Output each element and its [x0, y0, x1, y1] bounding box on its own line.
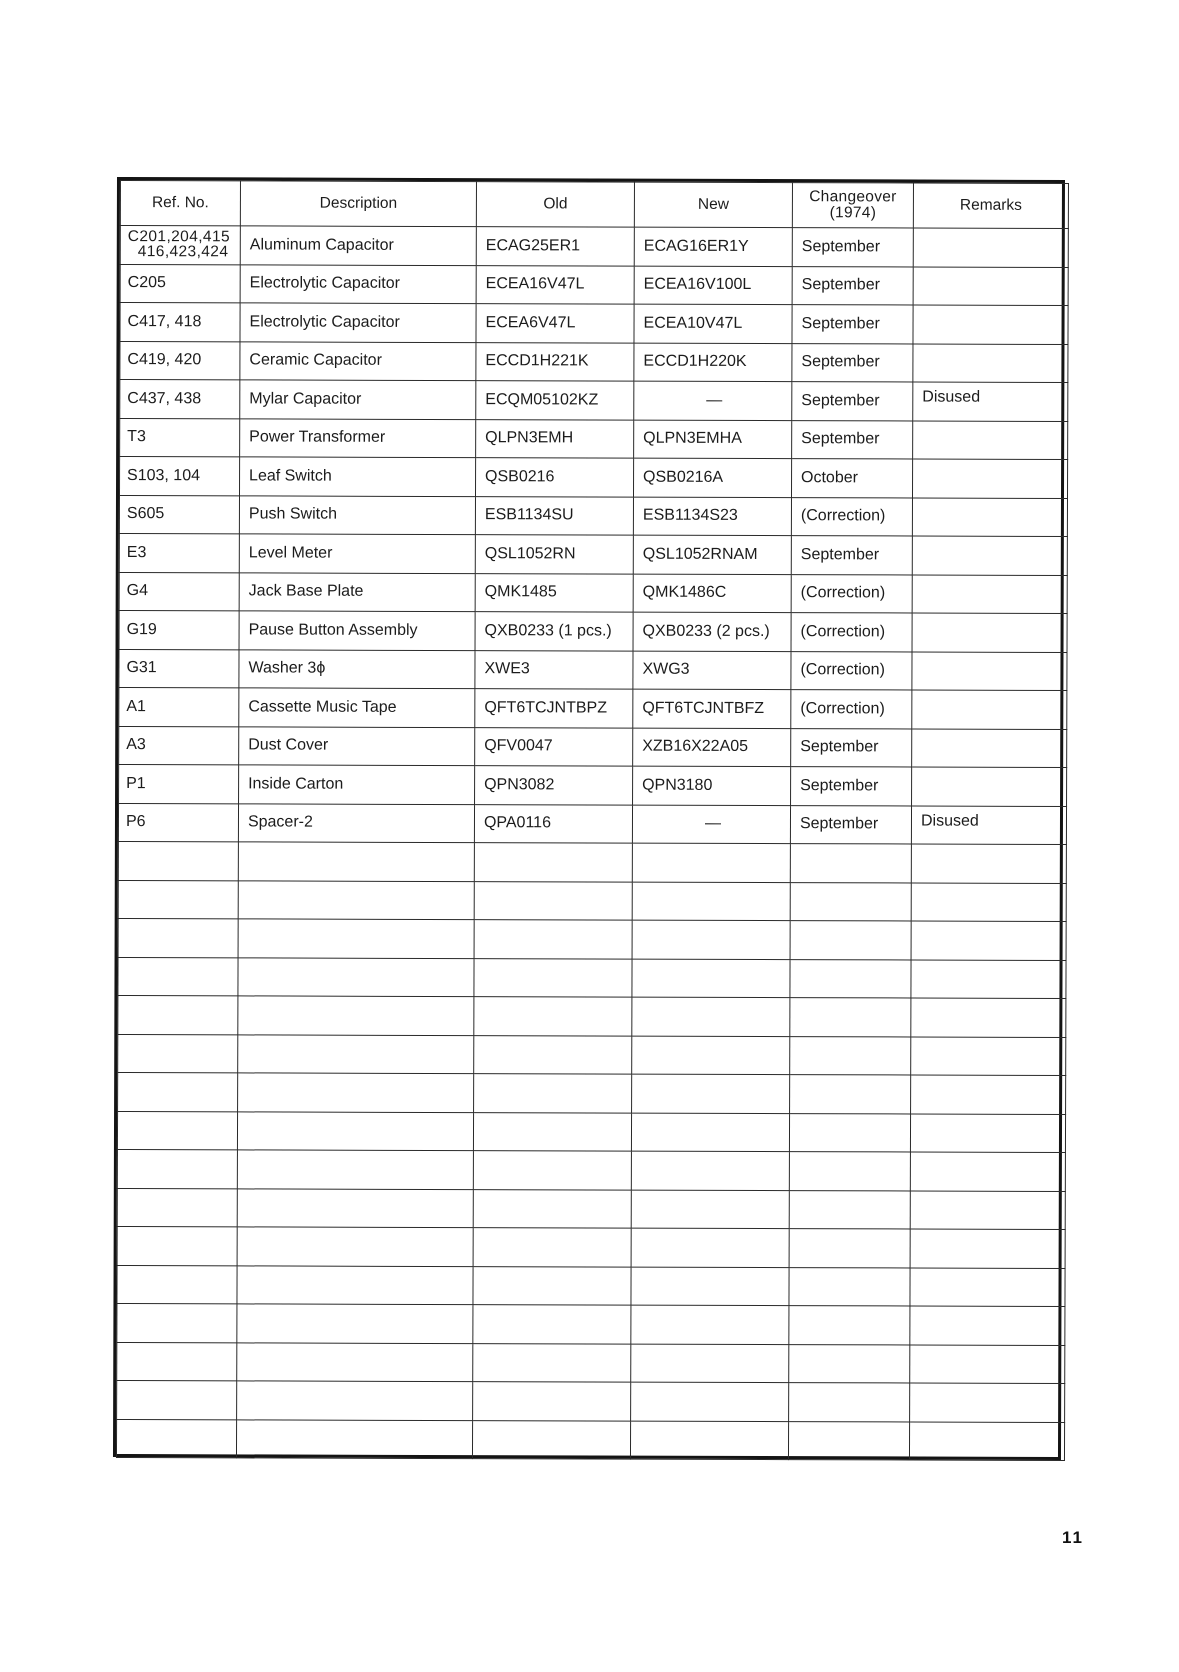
cell-ref: P1	[119, 765, 239, 804]
cell-description: Spacer-2	[238, 803, 474, 842]
empty-cell	[238, 842, 474, 881]
table-row	[119, 534, 1067, 575]
empty-cell	[790, 921, 911, 960]
empty-cell	[910, 1113, 1065, 1152]
table-row	[120, 418, 1068, 459]
cell-changeover: (Correction)	[791, 574, 912, 613]
cell-ref: C417, 418	[120, 303, 240, 342]
cell-old: QFV0047	[475, 727, 633, 766]
cell-remarks	[913, 305, 1068, 344]
cell-old: ECCD1H221K	[476, 342, 634, 381]
cell-old: QPN3082	[475, 766, 633, 805]
empty-cell	[118, 1034, 238, 1073]
empty-cell	[473, 1112, 631, 1151]
parts-change-table	[116, 180, 1069, 1461]
cell-description: Inside Carton	[239, 765, 475, 804]
cell-remarks	[912, 575, 1067, 614]
cell-ref: P6	[118, 803, 238, 842]
empty-cell	[117, 1188, 237, 1227]
empty-cell	[632, 959, 790, 998]
cell-ref: S103, 104	[120, 457, 240, 496]
cell-changeover: (Correction)	[791, 690, 912, 729]
cell-new: QXB0233 (2 pcs.)	[633, 612, 791, 651]
cell-remarks	[912, 459, 1067, 498]
empty-cell	[237, 1150, 473, 1189]
cell-changeover: September	[791, 767, 912, 806]
header-changeover-line1: Changeover	[809, 188, 897, 206]
cell-ref: G31	[119, 649, 239, 688]
cell-changeover: September	[792, 228, 913, 267]
header-description: Description	[240, 181, 476, 227]
empty-cell	[118, 1073, 238, 1112]
cell-description: Mylar Capacitor	[240, 380, 476, 419]
table-row	[119, 726, 1067, 767]
header-old: Old	[476, 182, 634, 227]
empty-cell	[909, 1421, 1064, 1460]
cell-old: QXB0233 (1 pcs.)	[475, 612, 633, 651]
cell-ref: S605	[119, 495, 239, 534]
empty-cell	[911, 998, 1066, 1037]
empty-cell	[910, 1383, 1065, 1422]
cell-changeover: September	[792, 343, 913, 382]
empty-cell	[474, 843, 632, 882]
empty-cell	[910, 1344, 1065, 1383]
cell-ref: A3	[119, 726, 239, 765]
empty-cell	[237, 1304, 473, 1343]
empty-table-row	[117, 1227, 1065, 1268]
empty-cell	[790, 998, 911, 1037]
cell-description: Ceramic Capacitor	[240, 341, 476, 380]
empty-cell	[631, 1113, 789, 1152]
cell-remarks	[913, 344, 1068, 383]
empty-cell	[473, 1343, 631, 1382]
empty-cell	[473, 1228, 631, 1267]
empty-cell	[117, 1304, 237, 1343]
empty-cell	[238, 919, 474, 958]
empty-cell	[237, 1188, 473, 1227]
table-row	[120, 457, 1068, 498]
cell-old: ECAG25ER1	[476, 227, 634, 266]
empty-table-row	[117, 1381, 1065, 1422]
empty-cell	[790, 882, 911, 921]
empty-cell	[911, 844, 1066, 883]
empty-cell	[789, 1190, 910, 1229]
cell-new: QLPN3EMHA	[634, 420, 792, 459]
cell-new: QMK1486C	[633, 574, 791, 613]
cell-changeover: September	[790, 805, 911, 844]
table-row	[119, 649, 1067, 690]
cell-description: Dust Cover	[239, 726, 475, 765]
cell-description: Electrolytic Capacitor	[240, 264, 476, 303]
cell-remarks	[913, 421, 1068, 460]
cell-changeover: (Correction)	[791, 497, 912, 536]
empty-table-row	[117, 1342, 1065, 1383]
empty-cell	[237, 1111, 473, 1150]
cell-new: ECEA16V100L	[634, 266, 792, 305]
empty-cell	[117, 1342, 237, 1381]
empty-cell	[474, 881, 632, 920]
empty-cell	[117, 1150, 237, 1189]
cell-changeover: October	[791, 459, 912, 498]
parts-change-table-frame	[113, 177, 1065, 1460]
cell-new: XZB16X22A05	[633, 728, 791, 767]
empty-cell	[472, 1420, 630, 1459]
cell-remarks: Disused	[913, 382, 1068, 421]
cell-ref-line2: 416,423,424	[137, 242, 229, 261]
empty-table-row	[118, 919, 1066, 960]
cell-old: ESB1134SU	[475, 496, 633, 535]
empty-cell	[631, 1382, 789, 1421]
empty-cell	[789, 1344, 910, 1383]
empty-cell	[473, 1151, 631, 1190]
page-number: 11	[1062, 1528, 1084, 1547]
empty-cell	[236, 1419, 472, 1458]
cell-old: ECEA6V47L	[476, 304, 634, 343]
empty-cell	[237, 1265, 473, 1304]
empty-cell	[238, 1034, 474, 1073]
cell-old: QSB0216	[475, 458, 633, 497]
cell-description: Washer 3ϕ	[239, 649, 475, 688]
empty-cell	[790, 844, 911, 883]
empty-cell	[631, 1267, 789, 1306]
table-row	[120, 341, 1068, 382]
empty-cell	[118, 996, 238, 1035]
empty-cell	[473, 1189, 631, 1228]
cell-new: ECAG16ER1Y	[634, 227, 792, 266]
cell-ref	[120, 226, 240, 265]
empty-table-row	[118, 1073, 1066, 1114]
empty-cell	[474, 958, 632, 997]
cell-old: QFT6TCJNTBPZ	[475, 689, 633, 728]
table-row	[120, 303, 1068, 344]
cell-changeover: September	[792, 305, 913, 344]
cell-description: Pause Button Assembly	[239, 611, 475, 650]
empty-cell	[238, 957, 474, 996]
empty-cell	[790, 1075, 911, 1114]
cell-description: Level Meter	[239, 534, 475, 573]
table-row	[118, 803, 1066, 844]
cell-old: XWE3	[475, 650, 633, 689]
cell-ref: T3	[120, 418, 240, 457]
cell-new: QSB0216A	[633, 458, 791, 497]
header-remarks: Remarks	[913, 183, 1068, 228]
cell-description: Power Transformer	[240, 418, 476, 457]
cell-changeover: September	[792, 420, 913, 459]
empty-cell	[910, 1306, 1065, 1345]
cell-description: Jack Base Plate	[239, 572, 475, 611]
header-ref-no: Ref. No.	[120, 181, 240, 226]
empty-cell	[631, 1228, 789, 1267]
empty-cell	[911, 959, 1066, 998]
cell-changeover: September	[792, 382, 913, 421]
empty-cell	[632, 920, 790, 959]
empty-cell	[631, 1151, 789, 1190]
cell-changeover: September	[791, 536, 912, 575]
empty-cell	[116, 1419, 236, 1458]
cell-remarks: Disused	[911, 805, 1066, 844]
empty-cell	[632, 1036, 790, 1075]
cell-new: XWG3	[633, 651, 791, 690]
cell-remarks	[912, 536, 1067, 575]
cell-new: QFT6TCJNTBFZ	[633, 689, 791, 728]
empty-table-row	[116, 1419, 1064, 1460]
table-header-row	[120, 181, 1068, 229]
cell-ref: E3	[119, 534, 239, 573]
empty-cell	[237, 1342, 473, 1381]
empty-cell	[789, 1267, 910, 1306]
empty-cell	[473, 1266, 631, 1305]
cell-new: —	[634, 381, 792, 420]
empty-table-row	[118, 1034, 1066, 1075]
cell-changeover: (Correction)	[791, 613, 912, 652]
empty-cell	[117, 1111, 237, 1150]
table-row	[119, 495, 1067, 536]
empty-table-row	[117, 1265, 1065, 1306]
cell-ref: C205	[120, 264, 240, 303]
empty-cell	[631, 1344, 789, 1383]
cell-new: ECEA10V47L	[634, 304, 792, 343]
cell-changeover: September	[791, 728, 912, 767]
cell-new: QPN3180	[633, 766, 791, 805]
empty-cell	[632, 997, 790, 1036]
empty-cell	[117, 1227, 237, 1266]
empty-cell	[118, 957, 238, 996]
empty-cell	[238, 880, 474, 919]
empty-cell	[118, 880, 238, 919]
empty-cell	[789, 1152, 910, 1191]
empty-cell	[789, 1306, 910, 1345]
empty-cell	[238, 1073, 474, 1112]
cell-old: QSL1052RN	[475, 535, 633, 574]
table-row	[120, 226, 1068, 267]
cell-old: ECQM05102KZ	[476, 381, 634, 420]
empty-cell	[789, 1113, 910, 1152]
cell-old: QPA0116	[474, 804, 632, 843]
table-row	[120, 264, 1068, 305]
cell-description: Push Switch	[239, 495, 475, 534]
empty-table-row	[118, 880, 1066, 921]
cell-remarks	[912, 498, 1067, 537]
empty-cell	[474, 1074, 632, 1113]
cell-remarks	[912, 728, 1067, 767]
empty-cell	[632, 1074, 790, 1113]
cell-ref-line1: C201,204,415	[127, 227, 231, 246]
empty-cell	[473, 1382, 631, 1421]
cell-ref: C419, 420	[120, 341, 240, 380]
cell-ref: A1	[119, 688, 239, 727]
empty-table-row	[118, 996, 1066, 1037]
empty-table-row	[117, 1150, 1065, 1191]
table-row	[120, 380, 1068, 421]
table-row	[119, 688, 1067, 729]
empty-cell	[790, 1036, 911, 1075]
empty-cell	[630, 1421, 788, 1460]
empty-table-row	[117, 1111, 1065, 1152]
empty-cell	[237, 1381, 473, 1420]
cell-remarks	[912, 651, 1067, 690]
cell-old: QMK1485	[475, 573, 633, 612]
cell-ref: G4	[119, 572, 239, 611]
cell-changeover: September	[792, 266, 913, 305]
empty-cell	[118, 842, 238, 881]
header-new: New	[634, 182, 792, 227]
cell-description: Leaf Switch	[240, 457, 476, 496]
table-row	[119, 611, 1067, 652]
table-row	[119, 765, 1067, 806]
cell-new: ESB1134S23	[633, 497, 791, 536]
empty-cell	[474, 1035, 632, 1074]
empty-cell	[911, 921, 1066, 960]
cell-remarks	[912, 767, 1067, 806]
empty-cell	[632, 882, 790, 921]
empty-table-row	[118, 957, 1066, 998]
empty-table-row	[118, 842, 1066, 883]
cell-ref: G19	[119, 611, 239, 650]
empty-cell	[789, 1229, 910, 1268]
empty-table-row	[117, 1188, 1065, 1229]
empty-cell	[118, 919, 238, 958]
empty-table-row	[117, 1304, 1065, 1345]
cell-remarks	[913, 228, 1068, 267]
cell-old: ECEA16V47L	[476, 265, 634, 304]
table-row	[119, 572, 1067, 613]
empty-cell	[474, 997, 632, 1036]
empty-cell	[911, 882, 1066, 921]
cell-description: Cassette Music Tape	[239, 688, 475, 727]
empty-cell	[910, 1152, 1065, 1191]
cell-changeover: (Correction)	[791, 651, 912, 690]
cell-new: ECCD1H220K	[634, 343, 792, 382]
header-changeover	[792, 183, 913, 228]
cell-description: Electrolytic Capacitor	[240, 303, 476, 342]
empty-cell	[237, 1227, 473, 1266]
empty-cell	[789, 1383, 910, 1422]
cell-new: QSL1052RNAM	[633, 535, 791, 574]
cell-remarks	[912, 690, 1067, 729]
empty-cell	[910, 1229, 1065, 1268]
empty-cell	[238, 996, 474, 1035]
empty-cell	[910, 1190, 1065, 1229]
empty-cell	[911, 1075, 1066, 1114]
empty-cell	[473, 1305, 631, 1344]
cell-remarks	[913, 267, 1068, 306]
empty-cell	[790, 959, 911, 998]
empty-cell	[631, 1305, 789, 1344]
cell-new: —	[632, 805, 790, 844]
empty-cell	[117, 1265, 237, 1304]
empty-cell	[911, 1036, 1066, 1075]
empty-cell	[788, 1421, 909, 1460]
cell-old: QLPN3EMH	[476, 419, 634, 458]
empty-cell	[117, 1381, 237, 1420]
cell-remarks	[912, 613, 1067, 652]
header-changeover-year: (1974)	[829, 204, 877, 222]
cell-description: Aluminum Capacitor	[240, 226, 476, 265]
empty-cell	[632, 843, 790, 882]
empty-cell	[631, 1190, 789, 1229]
empty-cell	[474, 920, 632, 959]
empty-cell	[910, 1267, 1065, 1306]
cell-ref: C437, 438	[120, 380, 240, 419]
